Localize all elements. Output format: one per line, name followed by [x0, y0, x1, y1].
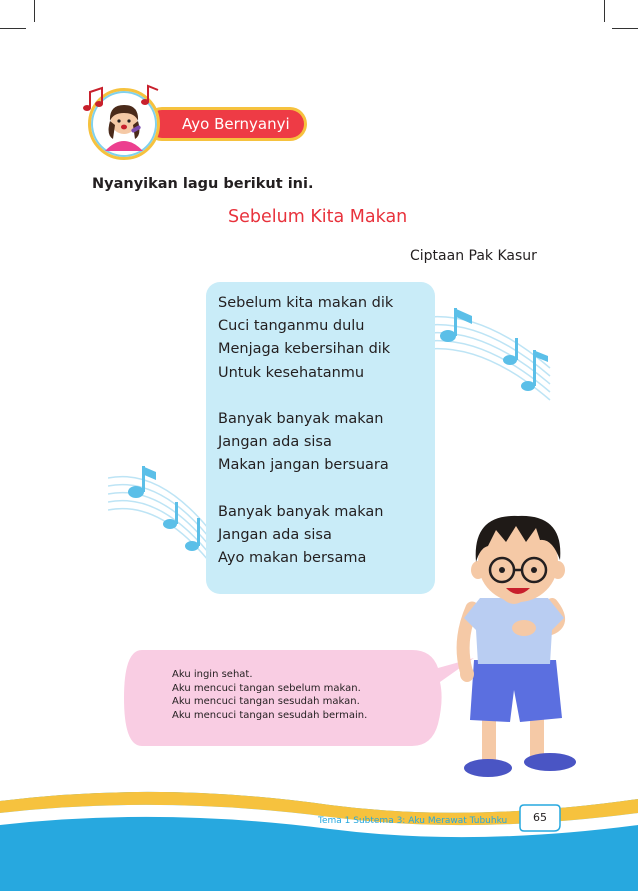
speech-bubble-text	[172, 668, 367, 722]
crop-mark-tr-v	[604, 0, 605, 22]
bubble-line: Aku ingin sehat.	[172, 669, 253, 680]
stanza	[218, 408, 393, 478]
bubble-line: Aku mencuci tangan sebelum makan.	[172, 682, 361, 694]
music-note-icon	[82, 86, 122, 116]
lyric-line: Sebelum kita makan dik	[218, 295, 394, 311]
music-note-icon	[136, 82, 166, 112]
bubble-line: Aku mencuci tangan sesudah bermain.	[172, 709, 368, 721]
footer-wave	[0, 781, 638, 891]
lyric-line: Banyak banyak makan	[218, 411, 384, 427]
section-label: Ayo Bernyanyi	[148, 110, 304, 138]
song-author: Ciptaan Pak Kasur	[410, 248, 537, 264]
lyric-line: Cuci tanganmu dulu	[218, 318, 365, 335]
bubble-line: Aku mencuci tangan sesudah makan.	[172, 696, 360, 707]
crop-mark-tl-v	[34, 0, 35, 22]
lyric-line: Makan jangan bersuara	[218, 457, 389, 474]
lyric-line: Jangan ada sisa	[218, 527, 332, 543]
stanza	[218, 292, 393, 385]
instruction-text: Nyanyikan lagu berikut ini.	[92, 176, 314, 192]
music-notes-icon	[420, 298, 560, 408]
footer-label: Tema 1 Subtema 3: Aku Merawat Tubuhku	[318, 816, 508, 826]
boy-illustration-icon	[452, 500, 602, 780]
song-title: Sebelum Kita Makan	[228, 207, 408, 227]
lyric-line: Untuk kesehatanmu	[218, 364, 365, 381]
lyric-line: Ayo makan bersama	[218, 550, 367, 567]
crop-mark-tr-h	[612, 28, 638, 29]
page-number: 65	[533, 811, 547, 824]
section-badge	[88, 88, 288, 160]
lyric-line: Banyak banyak makan	[218, 503, 384, 520]
crop-mark-tl-h	[0, 28, 26, 29]
lyric-line: Menjaga kebersihan dik	[218, 341, 391, 358]
stanza	[218, 501, 393, 571]
music-notes-icon	[108, 458, 218, 568]
lyric-line: Jangan ada sisa	[218, 434, 332, 451]
lyrics	[218, 292, 393, 570]
